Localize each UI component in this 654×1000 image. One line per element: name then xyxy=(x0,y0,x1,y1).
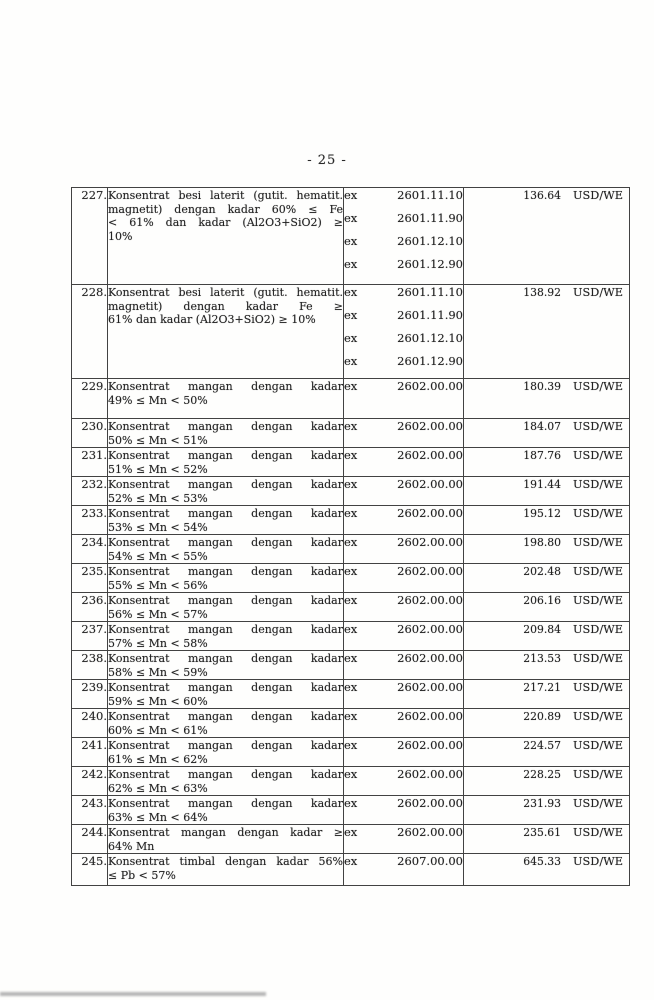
description-line: 63% ≤ Mn < 64% xyxy=(108,810,208,824)
price-cell xyxy=(464,379,630,419)
hs-code: 2602.00.00 xyxy=(397,709,463,723)
description-cell xyxy=(108,796,344,825)
description-line: Konsentrat mangan dengan kadar xyxy=(108,710,343,723)
hs-code: 2601.12.90 xyxy=(397,257,463,271)
ex-prefix: ex xyxy=(344,308,358,322)
price-cell xyxy=(464,564,630,593)
price-value: 645.33 xyxy=(523,855,561,868)
hs-code-line xyxy=(344,309,463,323)
hs-code-cell xyxy=(344,564,464,593)
hs-code: 2601.11.90 xyxy=(397,211,463,225)
price-value: 195.12 xyxy=(523,507,561,520)
table-row xyxy=(72,593,630,622)
description-line: 54% ≤ Mn < 55% xyxy=(108,549,208,563)
ex-prefix: ex xyxy=(344,211,358,225)
description-line: Konsentrat mangan dengan kadar xyxy=(108,623,343,636)
description-line: Konsentrat mangan dengan kadar xyxy=(108,507,343,520)
row-number-cell: 244. xyxy=(72,825,108,854)
table-row xyxy=(72,854,630,886)
price-cell xyxy=(464,448,630,477)
description-line: 59% ≤ Mn < 60% xyxy=(108,694,208,708)
description-line: Konsentrat mangan dengan kadar xyxy=(108,739,343,752)
ex-prefix: ex xyxy=(344,564,358,578)
hs-code-line xyxy=(344,258,463,272)
price-line xyxy=(464,507,629,521)
description-cell xyxy=(108,285,344,379)
ex-prefix: ex xyxy=(344,622,358,636)
description-line: magnetit) dengan kadar Fe ≥ xyxy=(108,299,343,313)
hs-code: 2602.00.00 xyxy=(397,535,463,549)
description-line: Konsentrat mangan dengan kadar xyxy=(108,380,343,393)
scan-edge-artifact xyxy=(0,992,266,996)
hs-code-cell xyxy=(344,825,464,854)
description-cell xyxy=(108,535,344,564)
hs-code-line xyxy=(344,380,463,394)
row-number-cell: 239. xyxy=(72,680,108,709)
price-cell xyxy=(464,738,630,767)
table-row xyxy=(72,477,630,506)
price-line xyxy=(464,623,629,637)
hs-code: 2602.00.00 xyxy=(397,796,463,810)
description-line: 61% ≤ Mn < 62% xyxy=(108,752,208,766)
price-unit: USD/WE xyxy=(573,478,623,491)
price-unit: USD/WE xyxy=(573,189,623,202)
ex-prefix: ex xyxy=(344,477,358,491)
description-line: 60% ≤ Mn < 61% xyxy=(108,723,208,737)
price-line xyxy=(464,826,629,840)
description-line: 50% ≤ Mn < 51% xyxy=(108,433,208,447)
hs-code: 2602.00.00 xyxy=(397,564,463,578)
price-cell xyxy=(464,477,630,506)
description-line: Konsentrat mangan dengan kadar xyxy=(108,681,343,694)
hs-code: 2602.00.00 xyxy=(397,738,463,752)
description-line: Konsentrat mangan dengan kadar xyxy=(108,797,343,810)
ex-prefix: ex xyxy=(344,331,358,345)
ex-prefix: ex xyxy=(344,825,358,839)
description-cell xyxy=(108,854,344,886)
hs-code-cell xyxy=(344,535,464,564)
price-value: 209.84 xyxy=(523,623,561,636)
ex-prefix: ex xyxy=(344,651,358,665)
description-cell xyxy=(108,680,344,709)
hs-code-line xyxy=(344,855,463,869)
price-table-body xyxy=(72,188,630,886)
ex-prefix: ex xyxy=(344,767,358,781)
hs-code-cell xyxy=(344,738,464,767)
hs-code: 2602.00.00 xyxy=(397,651,463,665)
row-number-cell: 234. xyxy=(72,535,108,564)
price-line xyxy=(464,739,629,753)
description-cell xyxy=(108,506,344,535)
ex-prefix: ex xyxy=(344,535,358,549)
hs-code: 2601.12.10 xyxy=(397,234,463,248)
hs-code-line xyxy=(344,623,463,637)
hs-code-line xyxy=(344,507,463,521)
hs-code-line xyxy=(344,355,463,369)
price-unit: USD/WE xyxy=(573,536,623,549)
price-unit: USD/WE xyxy=(573,380,623,393)
price-unit: USD/WE xyxy=(573,681,623,694)
price-cell xyxy=(464,854,630,886)
price-cell xyxy=(464,825,630,854)
description-line: 49% ≤ Mn < 50% xyxy=(108,393,208,407)
hs-code-line xyxy=(344,332,463,346)
price-value: 184.07 xyxy=(523,420,561,433)
price-value: 213.53 xyxy=(523,652,561,665)
ex-prefix: ex xyxy=(344,709,358,723)
hs-code-cell xyxy=(344,188,464,285)
table-row xyxy=(72,448,630,477)
hs-code: 2602.00.00 xyxy=(397,477,463,491)
price-line xyxy=(464,855,629,869)
table-row xyxy=(72,535,630,564)
price-value: 217.21 xyxy=(523,681,561,694)
description-cell xyxy=(108,419,344,448)
hs-code: 2601.12.10 xyxy=(397,331,463,345)
hs-code-line xyxy=(344,189,463,203)
price-value: 235.61 xyxy=(523,826,561,839)
hs-code-cell xyxy=(344,477,464,506)
hs-code-line xyxy=(344,565,463,579)
price-cell xyxy=(464,796,630,825)
description-line: 58% ≤ Mn < 59% xyxy=(108,665,208,679)
price-unit: USD/WE xyxy=(573,826,623,839)
price-line xyxy=(464,420,629,434)
row-number-cell: 230. xyxy=(72,419,108,448)
price-line xyxy=(464,710,629,724)
description-cell xyxy=(108,379,344,419)
description-line: Konsentrat mangan dengan kadar xyxy=(108,594,343,607)
price-cell xyxy=(464,593,630,622)
price-line xyxy=(464,536,629,550)
description-line: 61% dan kadar (Al2O3+SiO2) ≥ 10% xyxy=(108,313,316,326)
row-number-cell: 241. xyxy=(72,738,108,767)
description-line: Konsentrat mangan dengan kadar xyxy=(108,565,343,578)
hs-code: 2602.00.00 xyxy=(397,680,463,694)
price-value: 180.39 xyxy=(523,380,561,393)
description-cell xyxy=(108,738,344,767)
description-cell xyxy=(108,622,344,651)
description-line: Konsentrat mangan dengan kadar ≥ xyxy=(108,826,343,839)
price-cell xyxy=(464,285,630,379)
ex-prefix: ex xyxy=(344,680,358,694)
hs-code-cell xyxy=(344,285,464,379)
description-line: 51% ≤ Mn < 52% xyxy=(108,462,208,476)
hs-code: 2602.00.00 xyxy=(397,448,463,462)
price-value: 187.76 xyxy=(523,449,561,462)
hs-code: 2602.00.00 xyxy=(397,622,463,636)
table-row xyxy=(72,651,630,680)
ex-prefix: ex xyxy=(344,285,358,299)
hs-code-cell xyxy=(344,680,464,709)
row-number-cell: 238. xyxy=(72,651,108,680)
price-cell xyxy=(464,767,630,796)
description-cell xyxy=(108,825,344,854)
description-line: Konsentrat mangan dengan kadar xyxy=(108,768,343,781)
price-unit: USD/WE xyxy=(573,739,623,752)
price-unit: USD/WE xyxy=(573,286,623,299)
price-value: 224.57 xyxy=(523,739,561,752)
price-value: 228.25 xyxy=(523,768,561,781)
description-line: Konsentrat mangan dengan kadar xyxy=(108,420,343,433)
price-line xyxy=(464,286,629,300)
price-value: 191.44 xyxy=(523,478,561,491)
hs-code-cell xyxy=(344,709,464,738)
price-cell xyxy=(464,419,630,448)
row-number-cell: 245. xyxy=(72,854,108,886)
hs-code-cell xyxy=(344,379,464,419)
price-value: 138.92 xyxy=(523,286,561,299)
hs-code-cell xyxy=(344,767,464,796)
ex-prefix: ex xyxy=(344,738,358,752)
price-table xyxy=(71,187,630,886)
description-cell xyxy=(108,188,344,285)
hs-code-cell xyxy=(344,593,464,622)
hs-code-line xyxy=(344,594,463,608)
hs-code-cell xyxy=(344,419,464,448)
description-line: 62% ≤ Mn < 63% xyxy=(108,781,208,795)
row-number-cell: 231. xyxy=(72,448,108,477)
price-unit: USD/WE xyxy=(573,623,623,636)
price-value: 136.64 xyxy=(523,189,561,202)
hs-code-cell xyxy=(344,622,464,651)
hs-code-line xyxy=(344,212,463,226)
hs-code-line xyxy=(344,826,463,840)
hs-code-line xyxy=(344,768,463,782)
ex-prefix: ex xyxy=(344,379,358,393)
ex-prefix: ex xyxy=(344,593,358,607)
price-cell xyxy=(464,506,630,535)
page-number: - 25 - xyxy=(307,153,347,168)
table-row xyxy=(72,709,630,738)
price-cell xyxy=(464,709,630,738)
hs-code-cell xyxy=(344,651,464,680)
hs-code-line xyxy=(344,478,463,492)
table-row xyxy=(72,506,630,535)
description-line: Konsentrat timbal dengan kadar 56% xyxy=(108,855,343,868)
hs-code: 2602.00.00 xyxy=(397,506,463,520)
hs-code: 2601.11.10 xyxy=(397,285,463,299)
price-value: 202.48 xyxy=(523,565,561,578)
hs-code-line xyxy=(344,681,463,695)
table-row xyxy=(72,564,630,593)
price-line xyxy=(464,380,629,394)
description-line: 52% ≤ Mn < 53% xyxy=(108,491,208,505)
row-number-cell: 233. xyxy=(72,506,108,535)
hs-code-cell xyxy=(344,854,464,886)
description-line: 53% ≤ Mn < 54% xyxy=(108,520,208,534)
price-value: 198.80 xyxy=(523,536,561,549)
table-row xyxy=(72,680,630,709)
ex-prefix: ex xyxy=(344,188,358,202)
table-row xyxy=(72,379,630,419)
ex-prefix: ex xyxy=(344,354,358,368)
price-line xyxy=(464,768,629,782)
row-number-cell: 243. xyxy=(72,796,108,825)
ex-prefix: ex xyxy=(344,419,358,433)
hs-code: 2602.00.00 xyxy=(397,379,463,393)
table-row xyxy=(72,622,630,651)
table-row xyxy=(72,767,630,796)
hs-code-line xyxy=(344,739,463,753)
row-number-cell: 228. xyxy=(72,285,108,379)
row-number-cell: 227. xyxy=(72,188,108,285)
hs-code: 2602.00.00 xyxy=(397,767,463,781)
row-number-cell: 237. xyxy=(72,622,108,651)
description-line: Konsentrat mangan dengan kadar xyxy=(108,478,343,491)
row-number-cell: 236. xyxy=(72,593,108,622)
description-line: 57% ≤ Mn < 58% xyxy=(108,636,208,650)
hs-code: 2601.11.90 xyxy=(397,308,463,322)
description-cell xyxy=(108,593,344,622)
price-line xyxy=(464,565,629,579)
description-line: < 61% dan kadar (Al2O3+SiO2) ≥ xyxy=(108,216,343,229)
description-cell xyxy=(108,651,344,680)
description-line: Konsentrat mangan dengan kadar xyxy=(108,449,343,462)
ex-prefix: ex xyxy=(344,448,358,462)
row-number-cell: 232. xyxy=(72,477,108,506)
ex-prefix: ex xyxy=(344,506,358,520)
price-line xyxy=(464,449,629,463)
price-cell xyxy=(464,651,630,680)
hs-code: 2607.00.00 xyxy=(397,854,463,868)
description-line: Konsentrat besi laterit (gutit. hematit. xyxy=(108,189,343,202)
description-line: Konsentrat mangan dengan kadar xyxy=(108,536,343,549)
description-line: Konsentrat besi laterit (gutit. hematit. xyxy=(108,286,343,299)
row-number-cell: 240. xyxy=(72,709,108,738)
row-number-cell: 229. xyxy=(72,379,108,419)
table-row xyxy=(72,188,630,285)
hs-code: 2601.12.90 xyxy=(397,354,463,368)
hs-code-line xyxy=(344,286,463,300)
row-number-cell: 242. xyxy=(72,767,108,796)
description-line: 56% ≤ Mn < 57% xyxy=(108,607,208,621)
ex-prefix: ex xyxy=(344,854,358,868)
price-line xyxy=(464,681,629,695)
hs-code-line xyxy=(344,235,463,249)
price-line xyxy=(464,797,629,811)
price-line xyxy=(464,652,629,666)
ex-prefix: ex xyxy=(344,796,358,810)
hs-code-line xyxy=(344,652,463,666)
description-cell xyxy=(108,564,344,593)
description-cell xyxy=(108,448,344,477)
price-line xyxy=(464,594,629,608)
description-line: 10% xyxy=(108,229,133,243)
price-cell xyxy=(464,680,630,709)
price-cell xyxy=(464,188,630,285)
ex-prefix: ex xyxy=(344,257,358,271)
table-row xyxy=(72,738,630,767)
hs-code-line xyxy=(344,449,463,463)
table-row xyxy=(72,796,630,825)
price-unit: USD/WE xyxy=(573,449,623,462)
price-unit: USD/WE xyxy=(573,797,623,810)
price-unit: USD/WE xyxy=(573,855,623,868)
row-number-cell: 235. xyxy=(72,564,108,593)
hs-code-cell xyxy=(344,506,464,535)
price-cell xyxy=(464,535,630,564)
ex-prefix: ex xyxy=(344,234,358,248)
hs-code-line xyxy=(344,536,463,550)
description-cell xyxy=(108,477,344,506)
price-unit: USD/WE xyxy=(573,594,623,607)
hs-code: 2602.00.00 xyxy=(397,825,463,839)
hs-code: 2602.00.00 xyxy=(397,419,463,433)
hs-code-line xyxy=(344,710,463,724)
price-unit: USD/WE xyxy=(573,420,623,433)
hs-code: 2601.11.10 xyxy=(397,188,463,202)
price-unit: USD/WE xyxy=(573,507,623,520)
description-cell xyxy=(108,767,344,796)
hs-code-cell xyxy=(344,448,464,477)
description-line: 64% Mn xyxy=(108,839,155,853)
description-line: magnetit) dengan kadar 60% ≤ Fe xyxy=(108,202,343,216)
description-cell xyxy=(108,709,344,738)
description-line: 55% ≤ Mn < 56% xyxy=(108,578,208,592)
price-line xyxy=(464,189,629,203)
hs-code-line xyxy=(344,420,463,434)
price-unit: USD/WE xyxy=(573,768,623,781)
hs-code-line xyxy=(344,797,463,811)
table-row xyxy=(72,285,630,379)
hs-code-cell xyxy=(344,796,464,825)
price-unit: USD/WE xyxy=(573,710,623,723)
description-line: ≤ Pb < 57% xyxy=(108,868,176,882)
price-value: 206.16 xyxy=(523,594,561,607)
price-line xyxy=(464,478,629,492)
hs-code: 2602.00.00 xyxy=(397,593,463,607)
table-row xyxy=(72,419,630,448)
price-unit: USD/WE xyxy=(573,652,623,665)
price-value: 231.93 xyxy=(523,797,561,810)
price-value: 220.89 xyxy=(523,710,561,723)
price-cell xyxy=(464,622,630,651)
description-line: Konsentrat mangan dengan kadar xyxy=(108,652,343,665)
price-unit: USD/WE xyxy=(573,565,623,578)
table-row xyxy=(72,825,630,854)
